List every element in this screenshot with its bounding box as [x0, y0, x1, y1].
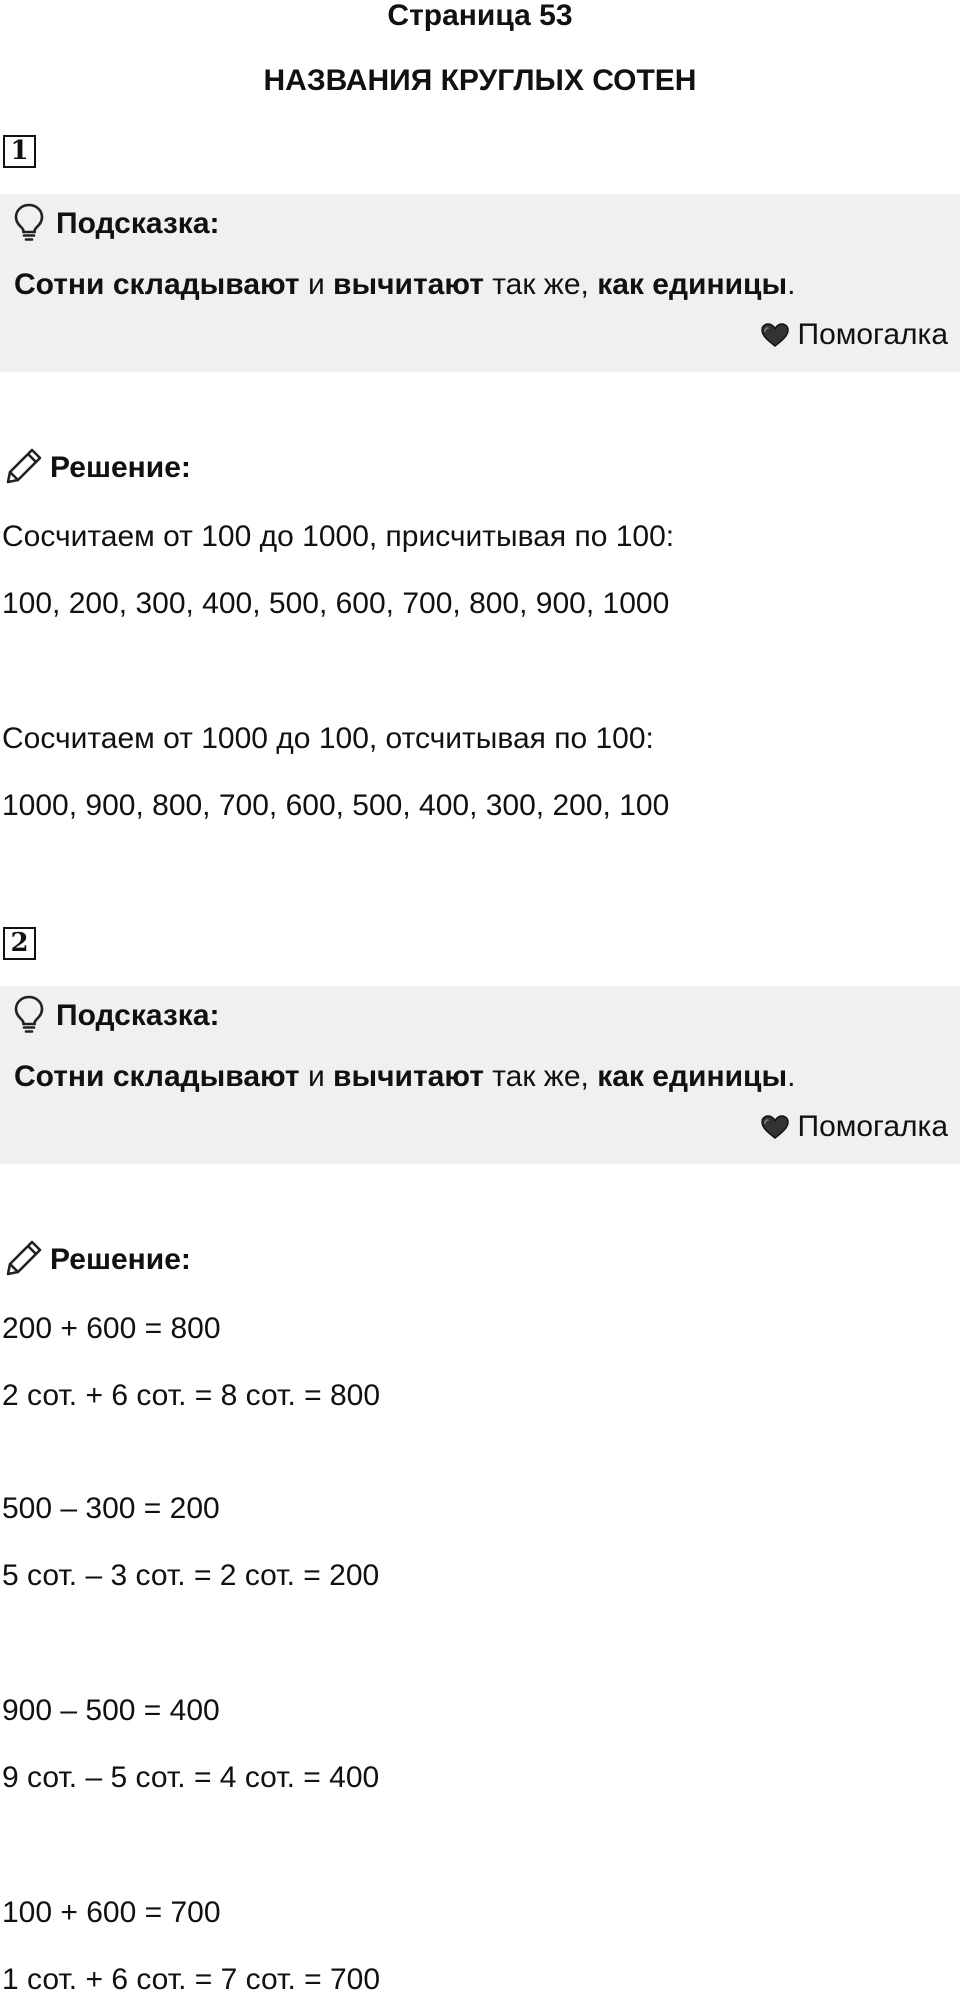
- solution-header-2: [4, 1238, 191, 1282]
- helper-label: Помогалка: [797, 1110, 948, 1143]
- hint-text-bold: как единицы: [597, 1060, 788, 1093]
- hint-text-plain: .: [787, 1060, 796, 1093]
- page-title: Страница 53: [387, 0, 573, 32]
- solution-line: 1 сот. + 6 сот. = 7 сот. = 700: [2, 1963, 381, 1996]
- hint-text-plain: .: [787, 268, 796, 301]
- hint-text-bold: вычитают: [333, 1060, 484, 1093]
- hint-header: [12, 996, 220, 1036]
- hint-text: [14, 1060, 795, 1094]
- solution-line: 900 – 500 = 400: [2, 1694, 220, 1727]
- task-number-2: 2: [3, 927, 36, 960]
- lightbulb-icon: [12, 994, 46, 1039]
- solution-label: Решение:: [50, 1243, 191, 1276]
- solution-header-1: [4, 446, 191, 490]
- solution-line: 200 + 600 = 800: [2, 1312, 221, 1345]
- hint-text-plain: и: [299, 1060, 334, 1093]
- hint-label: Подсказка:: [56, 999, 220, 1032]
- solution-line: 9 сот. – 5 сот. = 4 сот. = 400: [2, 1761, 380, 1794]
- solution-line: Сосчитаем от 1000 до 100, отсчитывая по 100:: [2, 722, 654, 755]
- hint-text-plain: так же,: [483, 268, 598, 301]
- solution-line: 1000, 900, 800, 700, 600, 500, 400, 300, 200, 100: [2, 789, 670, 822]
- solution-line: 500 – 300 = 200: [2, 1492, 220, 1525]
- solution-line: 2 сот. + 6 сот. = 8 сот. = 800: [2, 1379, 381, 1412]
- hint-text-bold: вычитают: [333, 268, 484, 301]
- hint-label: Подсказка:: [56, 207, 220, 240]
- helper-link[interactable]: [760, 1110, 949, 1144]
- helper-link[interactable]: [760, 318, 949, 352]
- pencil-icon: [4, 446, 44, 491]
- solution-line: 100, 200, 300, 400, 500, 600, 700, 800, 900, 1000: [2, 587, 670, 620]
- hint-text-bold: Сотни складывают: [14, 268, 300, 301]
- hint-box-1: [0, 194, 960, 372]
- hint-text-bold: Сотни складывают: [14, 1060, 300, 1093]
- solution-line: 100 + 600 = 700: [2, 1896, 221, 1929]
- pencil-icon: [4, 1238, 44, 1283]
- heart-icon: [760, 322, 790, 348]
- hint-text-bold: как единицы: [597, 268, 788, 301]
- solution-line: Сосчитаем от 100 до 1000, присчитывая по 100:: [2, 520, 675, 553]
- solution-line: 5 сот. – 3 сот. = 2 сот. = 200: [2, 1559, 380, 1592]
- hint-box-2: [0, 986, 960, 1164]
- section-title: НАЗВАНИЯ КРУГЛЫХ СОТЕН: [263, 64, 697, 97]
- hint-text-plain: так же,: [483, 1060, 598, 1093]
- task-number-1: 1: [3, 135, 36, 168]
- hint-text: [14, 268, 795, 302]
- hint-text-plain: и: [299, 268, 334, 301]
- solution-label: Решение:: [50, 451, 191, 484]
- heart-icon: [760, 1114, 790, 1140]
- helper-label: Помогалка: [797, 318, 948, 351]
- hint-header: [12, 204, 220, 244]
- lightbulb-icon: [12, 202, 46, 247]
